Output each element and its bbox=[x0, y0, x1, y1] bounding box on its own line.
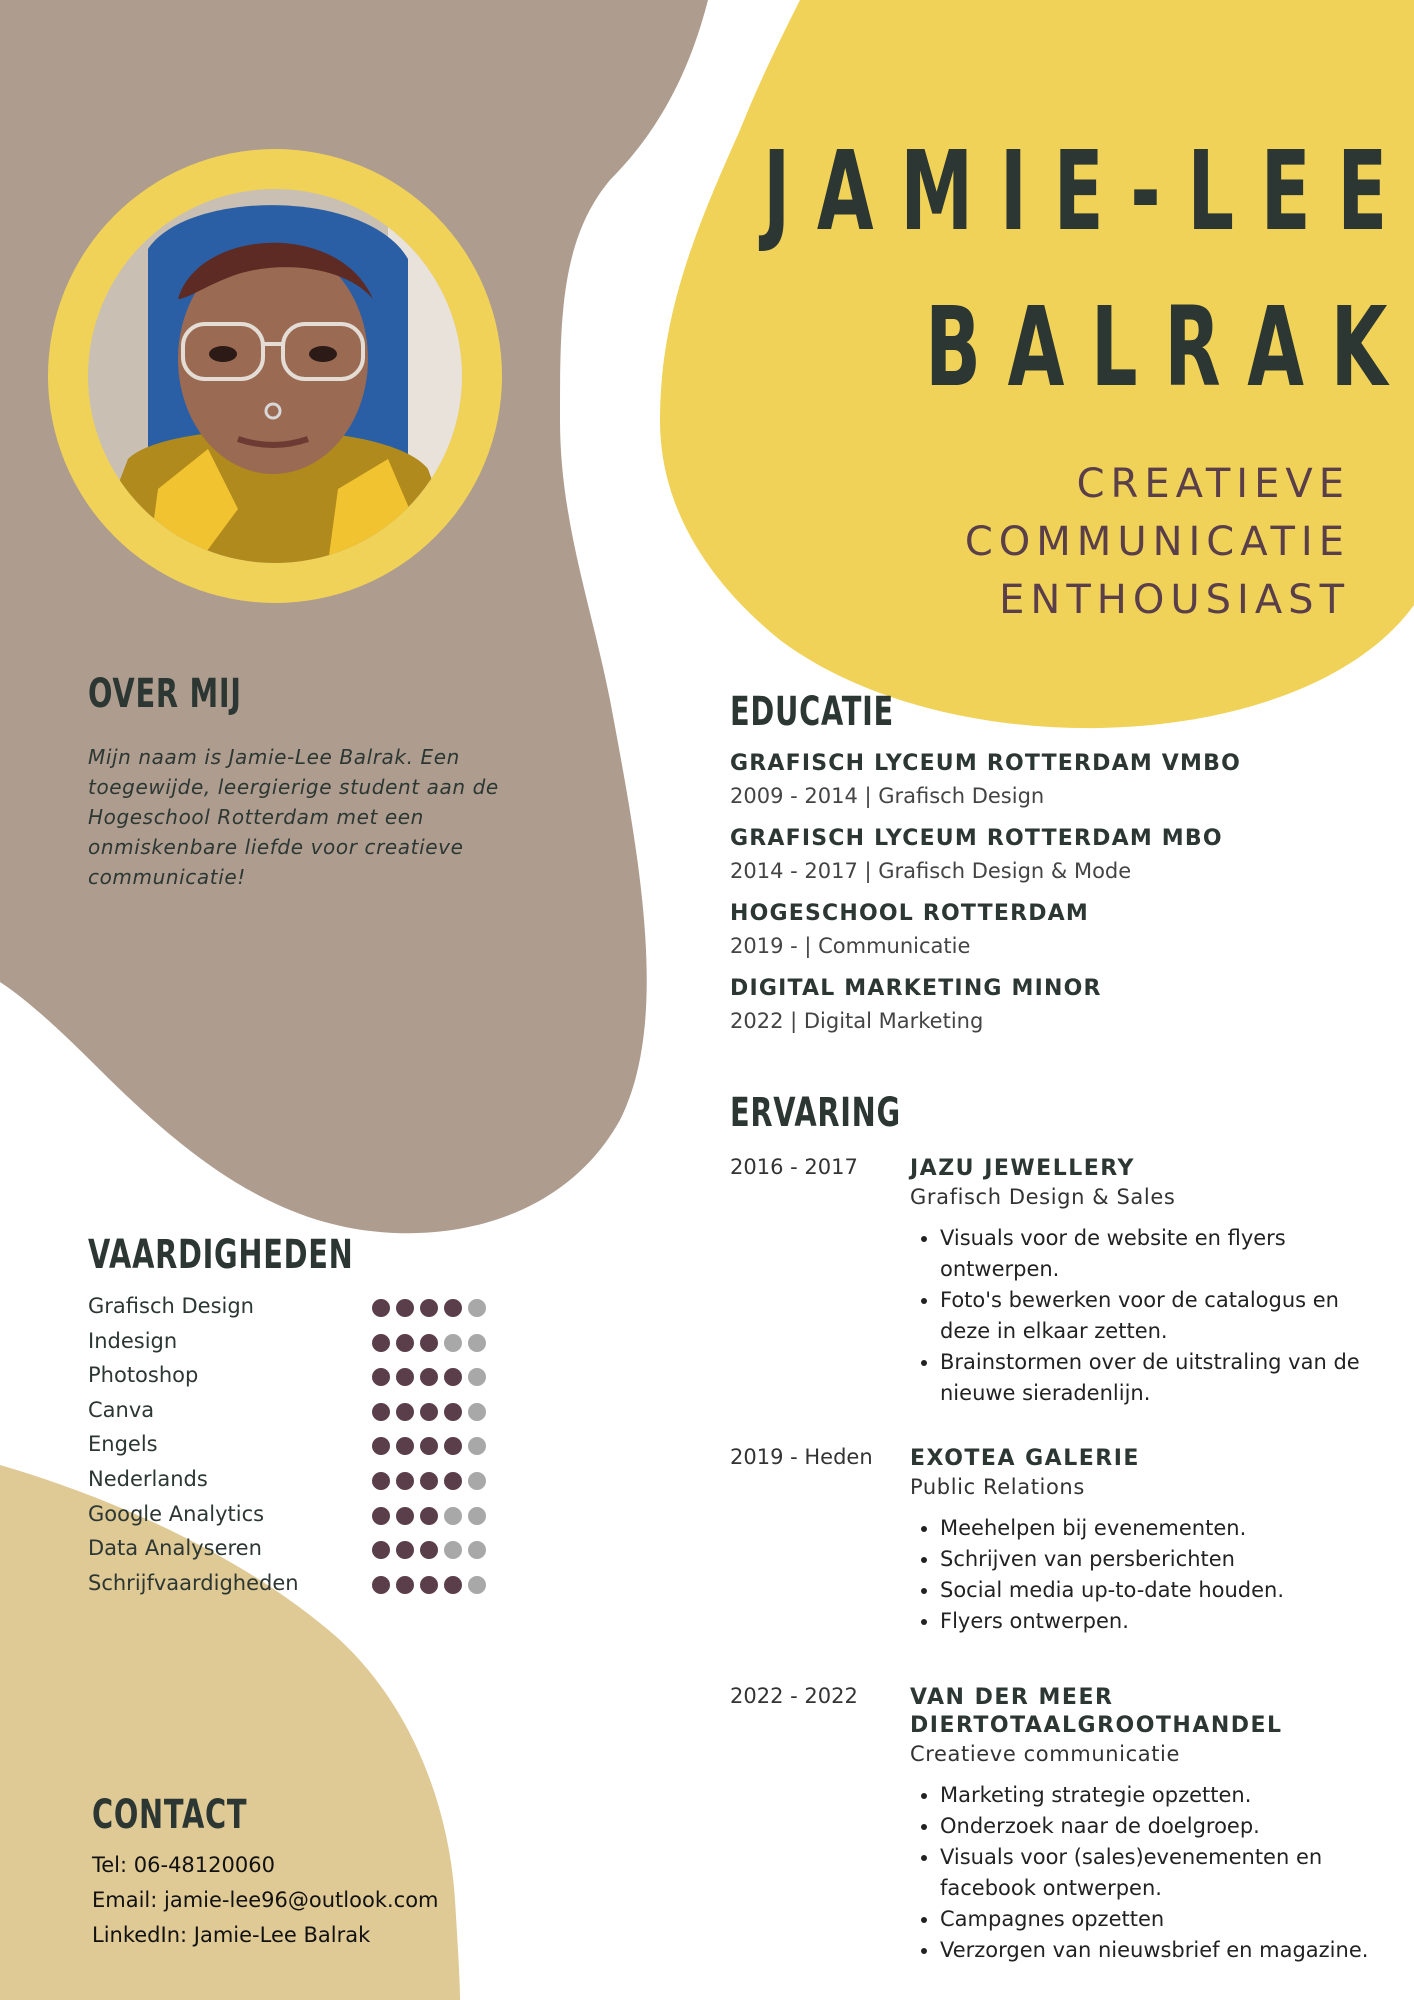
educatie-item bbox=[730, 748, 1350, 812]
skills-list bbox=[88, 1289, 508, 1600]
skill-dot-filled bbox=[372, 1368, 390, 1386]
school-name: GRAFISCH LYCEUM ROTTERDAM VMBO bbox=[730, 751, 1241, 776]
skill-rating bbox=[372, 1472, 486, 1490]
profile-photo-frame bbox=[48, 149, 502, 603]
skill-row bbox=[88, 1358, 508, 1393]
job-role: Grafisch Design & Sales bbox=[910, 1185, 1176, 1209]
job-company: JAZU JEWELLERY bbox=[910, 1156, 1135, 1181]
job-bullet: • Campagnes opzetten bbox=[940, 1904, 1380, 1935]
skill-dot-empty bbox=[468, 1507, 486, 1525]
skill-dot-empty bbox=[468, 1403, 486, 1421]
skill-dot-filled bbox=[420, 1507, 438, 1525]
skill-rating bbox=[372, 1507, 486, 1525]
skill-dot-filled bbox=[420, 1541, 438, 1559]
skill-rating bbox=[372, 1334, 486, 1352]
job-bullets bbox=[910, 1223, 1380, 1409]
skill-name: Indesign bbox=[88, 1328, 178, 1353]
skill-dot-filled bbox=[372, 1403, 390, 1421]
vaardigheden-heading: VAARDIGHEDEN bbox=[88, 1232, 354, 1278]
job-bullet: • Brainstormen over de uitstraling van de nieuwe sieradenlijn. bbox=[940, 1347, 1380, 1409]
skill-row bbox=[88, 1462, 508, 1497]
school-name: DIGITAL MARKETING MINOR bbox=[730, 976, 1102, 1001]
skill-name: Photoshop bbox=[88, 1363, 199, 1388]
skill-dot-filled bbox=[372, 1541, 390, 1559]
job-bullet: • Onderzoek naar de doelgroep. bbox=[940, 1811, 1380, 1842]
skill-dot-filled bbox=[372, 1576, 390, 1594]
skill-dot-filled bbox=[444, 1472, 462, 1490]
job-bullet: • Marketing strategie opzetten. bbox=[940, 1780, 1380, 1811]
skill-dot-empty bbox=[468, 1368, 486, 1386]
skill-dot-filled bbox=[396, 1334, 414, 1352]
job-title-line: CREATIEVE bbox=[1076, 461, 1350, 507]
school-meta: 2022 | Digital Marketing bbox=[730, 1009, 984, 1033]
skill-dot-filled bbox=[372, 1299, 390, 1317]
skill-dot-filled bbox=[444, 1299, 462, 1317]
educatie-heading: EDUCATIE bbox=[730, 689, 894, 735]
job-company: EXOTEA GALERIE bbox=[910, 1446, 1140, 1471]
contact-linkedin[interactable]: LinkedIn: Jamie-Lee Balrak bbox=[92, 1923, 371, 1947]
job-bullet: • Visuals voor de website en flyers ontwerpen. bbox=[940, 1223, 1380, 1285]
skill-name: Data Analyseren bbox=[88, 1536, 262, 1561]
skill-dot-filled bbox=[444, 1576, 462, 1594]
job-title bbox=[790, 455, 1350, 629]
school-meta: 2019 - | Communicatie bbox=[730, 934, 971, 958]
skill-dot-filled bbox=[396, 1472, 414, 1490]
skill-dot-filled bbox=[372, 1437, 390, 1455]
skill-row bbox=[88, 1324, 508, 1359]
job-bullet: • Meehelpen bij evenementen. bbox=[940, 1513, 1380, 1544]
educatie-item bbox=[730, 823, 1350, 887]
job-period: 2022 - 2022 bbox=[730, 1684, 858, 1708]
skill-name: Nederlands bbox=[88, 1466, 208, 1491]
skill-dot-filled bbox=[420, 1437, 438, 1455]
skill-dot-filled bbox=[420, 1299, 438, 1317]
job-period: 2019 - Heden bbox=[730, 1445, 873, 1469]
skill-dot-empty bbox=[468, 1334, 486, 1352]
skill-name: Grafisch Design bbox=[88, 1294, 254, 1318]
skill-dot-empty bbox=[444, 1334, 462, 1352]
over-mij-heading: OVER MIJ bbox=[88, 671, 242, 717]
skill-row bbox=[88, 1427, 508, 1462]
profile-photo bbox=[88, 189, 462, 563]
skill-rating bbox=[372, 1541, 486, 1559]
school-meta: 2009 - 2014 | Grafisch Design bbox=[730, 784, 1045, 808]
job-bullet: • Verzorgen van nieuwsbrief en magazine. bbox=[940, 1935, 1380, 1966]
skill-dot-empty bbox=[468, 1472, 486, 1490]
skill-dot-empty bbox=[468, 1437, 486, 1455]
skill-dot-filled bbox=[372, 1507, 390, 1525]
ervaring-heading: ERVARING bbox=[730, 1090, 901, 1136]
job-bullet: • Flyers ontwerpen. bbox=[940, 1606, 1380, 1637]
skill-dot-filled bbox=[396, 1368, 414, 1386]
skill-name: Engels bbox=[88, 1432, 158, 1457]
skill-dot-filled bbox=[372, 1472, 390, 1490]
job-bullet: • Schrijven van persberichten bbox=[940, 1544, 1380, 1575]
job-period: 2016 - 2017 bbox=[730, 1155, 858, 1179]
job-bullet: • Foto's bewerken voor de catalogus en deze in elkaar zetten. bbox=[940, 1285, 1380, 1347]
job-role: Public Relations bbox=[910, 1475, 1085, 1499]
skill-dot-filled bbox=[396, 1576, 414, 1594]
job-bullet: • Visuals voor (sales)evenementen en facebook ontwerpen. bbox=[940, 1842, 1380, 1904]
skill-rating bbox=[372, 1368, 486, 1386]
job-title-line: COMMUNICATIE bbox=[964, 519, 1350, 565]
skill-dot-empty bbox=[468, 1541, 486, 1559]
skill-dot-empty bbox=[468, 1299, 486, 1317]
skill-dot-filled bbox=[396, 1507, 414, 1525]
skill-dot-filled bbox=[444, 1368, 462, 1386]
skill-dot-filled bbox=[420, 1334, 438, 1352]
skill-dot-empty bbox=[444, 1507, 462, 1525]
school-name: HOGESCHOOL ROTTERDAM bbox=[730, 901, 1089, 926]
skill-name: Schrijfvaardigheden bbox=[88, 1570, 299, 1595]
name-line-2: BALRAK bbox=[925, 283, 1414, 411]
contact-phone: Tel: 06-48120060 bbox=[92, 1853, 275, 1877]
skill-row bbox=[88, 1566, 508, 1601]
skill-dot-filled bbox=[372, 1334, 390, 1352]
over-mij-text: Mijn naam is Jamie-Lee Balrak. Een toegewijde, leergierige student aan de Hogeschool Rotterdam met een onmiskenbare liefde voor creatieve communicatie! bbox=[88, 745, 499, 889]
skill-row bbox=[88, 1497, 508, 1532]
skill-dot-empty bbox=[444, 1541, 462, 1559]
educatie-item bbox=[730, 973, 1350, 1037]
skill-dot-filled bbox=[444, 1403, 462, 1421]
skill-dot-filled bbox=[444, 1437, 462, 1455]
job-title-line: ENTHOUSIAST bbox=[999, 577, 1350, 623]
job-company: VAN DER MEER DIERTOTAALGROOTHANDEL bbox=[910, 1685, 1283, 1738]
skill-dot-filled bbox=[420, 1403, 438, 1421]
name-line-1: JAMIE-LEE bbox=[763, 127, 1414, 255]
school-name: GRAFISCH LYCEUM ROTTERDAM MBO bbox=[730, 826, 1223, 851]
educatie-list bbox=[730, 748, 1350, 1048]
skill-dot-filled bbox=[420, 1472, 438, 1490]
job-role: Creatieve communicatie bbox=[910, 1742, 1180, 1766]
school-meta: 2014 - 2017 | Grafisch Design & Mode bbox=[730, 859, 1132, 883]
job-bullets bbox=[910, 1780, 1380, 1966]
job-bullet: • Social media up-to-date houden. bbox=[940, 1575, 1380, 1606]
skill-rating bbox=[372, 1299, 486, 1317]
skill-dot-filled bbox=[420, 1368, 438, 1386]
skill-row bbox=[88, 1393, 508, 1428]
skill-dot-filled bbox=[396, 1437, 414, 1455]
skill-rating bbox=[372, 1437, 486, 1455]
skill-dot-empty bbox=[468, 1576, 486, 1594]
contact-email[interactable]: Email: jamie-lee96@outlook.com bbox=[92, 1888, 439, 1912]
educatie-item bbox=[730, 898, 1350, 962]
skill-row bbox=[88, 1289, 508, 1324]
skill-dot-filled bbox=[396, 1299, 414, 1317]
skill-dot-filled bbox=[420, 1576, 438, 1594]
skill-row bbox=[88, 1531, 508, 1566]
skill-rating bbox=[372, 1403, 486, 1421]
contact-heading: CONTACT bbox=[92, 1792, 248, 1838]
contact-details bbox=[92, 1848, 439, 1953]
skill-dot-filled bbox=[396, 1541, 414, 1559]
job-bullets bbox=[910, 1513, 1380, 1637]
skill-rating bbox=[372, 1576, 486, 1594]
skill-name: Google Analytics bbox=[88, 1501, 265, 1526]
portrait-illustration bbox=[88, 189, 462, 563]
skill-dot-filled bbox=[396, 1403, 414, 1421]
skill-name: Canva bbox=[88, 1397, 155, 1422]
